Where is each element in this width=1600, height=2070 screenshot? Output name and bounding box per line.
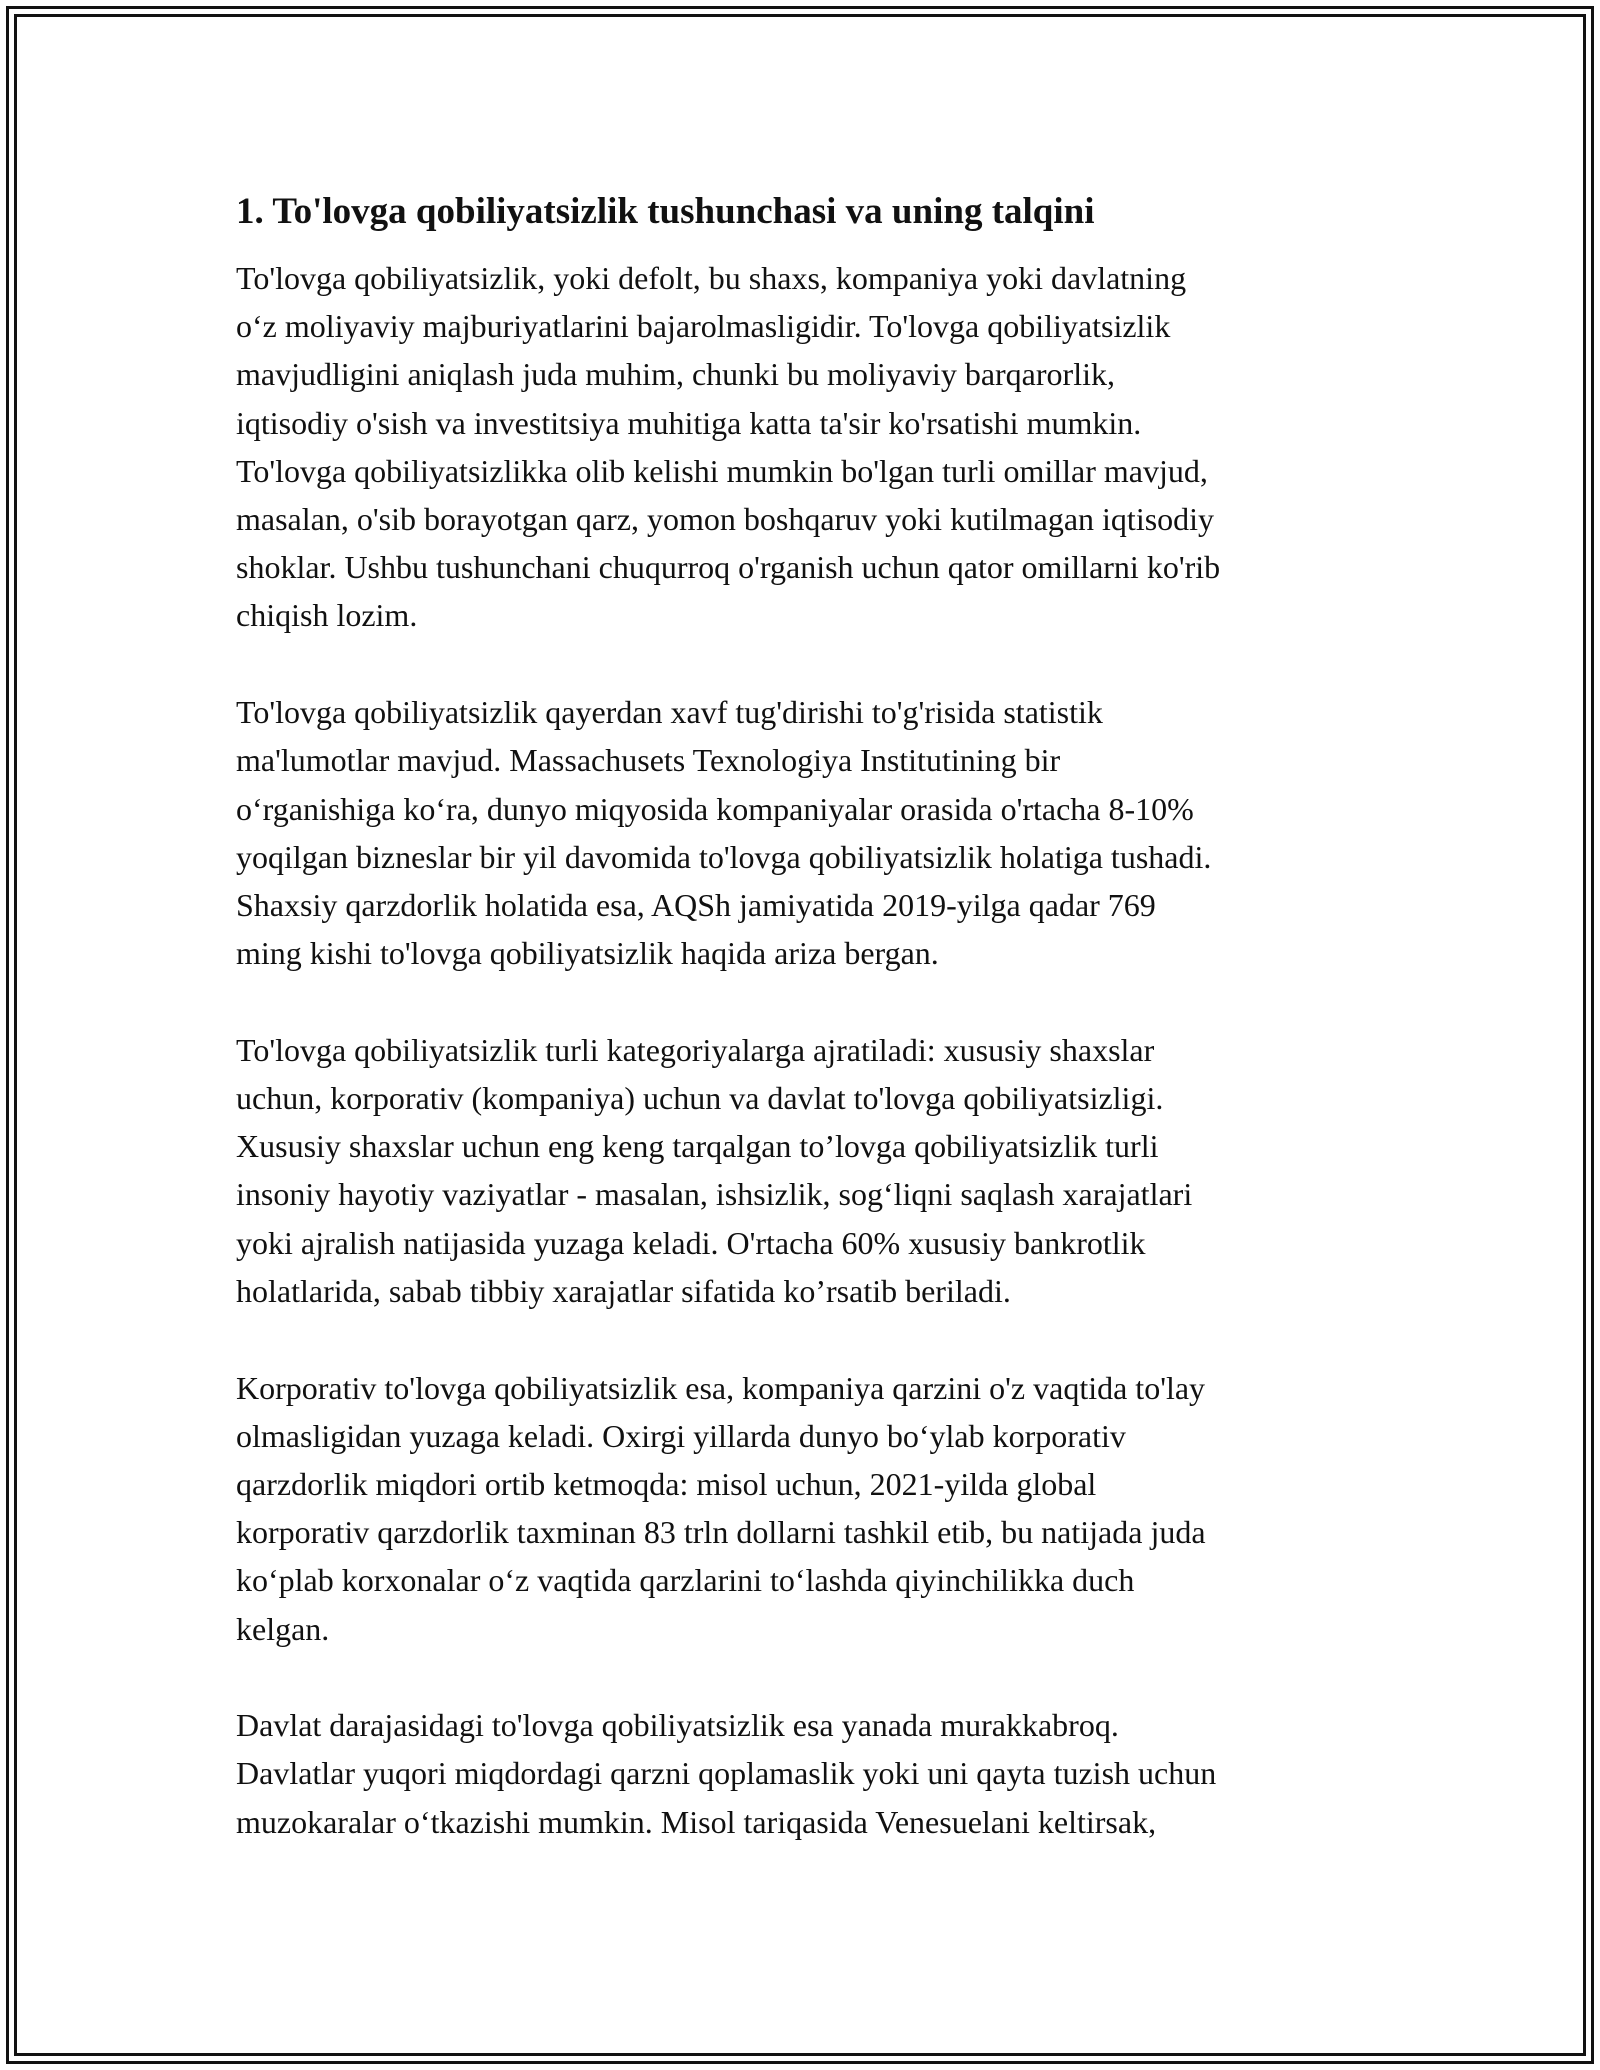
- paragraph-categories: To'lovga qobiliyatsizlik turli kategoriyalarga ajratiladi: xususiy shaxslar uchun, korporativ (kompaniya) uchun va davlat to'lovga qobiliyatsizligi. Xususiy shaxslar uchun eng keng tarqalgan to’lovga qobiliyatsizlik turli insoniy hayotiy vaziyatlar - masalan, ishsizlik, sog‘liqni saqlash xarajatlari yoki ajralish natijasida yuzaga keladi. O'rtacha 60% xususiy bankrotlik holatlarida, sabab tibbiy xarajatlar sifatida ko’rsatib beriladi.: [236, 1031, 1193, 1309]
- section-heading: 1. To'lovga qobiliyatsizlik tushunchasi va uning talqini: [236, 191, 1095, 232]
- document-body: [236, 186, 1396, 1846]
- paragraph-definition: To'lovga qobiliyatsizlik, yoki defolt, bu shaxs, kompaniya yoki davlatning o‘z moliyaviy majburiyatlarini bajarolmasligidir. To'lovga qobiliyatsizlik mavjudligini aniqlash juda muhim, chunki bu moliyaviy barqarorlik, iqtisodiy o'sish va investitsiya muhitiga katta ta'sir ko'rsatishi mumkin. To'lovga qobiliyatsizlikka olib kelishi mumkin bo'lgan turli omillar mavjud, masalan, o'sib borayotgan qarz, yomon boshqaruv yoki kutilmagan iqtisodiy shoklar. Ushbu tushunchani chuqurroq o'rganish uchun qator omillarni ko'rib chiqish lozim.: [236, 260, 1221, 634]
- paragraph-corporate: Korporativ to'lovga qobiliyatsizlik esa, kompaniya qarzini o'z vaqtida to'lay olmasligidan yuzaga keladi. Oxirgi yillarda dunyo bo‘ylab korporativ qarzdorlik miqdori ortib ketmoqda: misol uchun, 2021-yilda global korporativ qarzdorlik taxminan 83 trln dollarni tashkil etib, bu natijada juda ko‘plab korxonalar o‘z vaqtida qarzlarini to‘lashda qiyinchilikka duch kelgan.: [236, 1369, 1206, 1647]
- paragraph-sovereign: Davlat darajasidagi to'lovga qobiliyatsizlik esa yanada murakkabroq. Davlatlar yuqori miqdordagi qarzni qoplamaslik yoki uni qayta tuzish uchun muzokaralar o‘tkazishi mumkin. Misol tariqasida Venesuelani keltirsak,: [236, 1707, 1217, 1840]
- paragraph-statistics: To'lovga qobiliyatsizlik qayerdan xavf tug'dirishi to'g'risida statistik ma'lumotlar mavjud. Massachusets Texnologiya Institutining bir o‘rganishiga ko‘ra, dunyo miqyosida kompaniyalar orasida o'rtacha 8-10% yoqilgan bizneslar bir yil davomida to'lovga qobiliyatsizlik holatiga tushadi. Shaxsiy qarzdorlik holatida esa, AQSh jamiyatida 2019-yilga qadar 769 ming kishi to'lovga qobiliyatsizlik haqida ariza bergan.: [236, 694, 1212, 972]
